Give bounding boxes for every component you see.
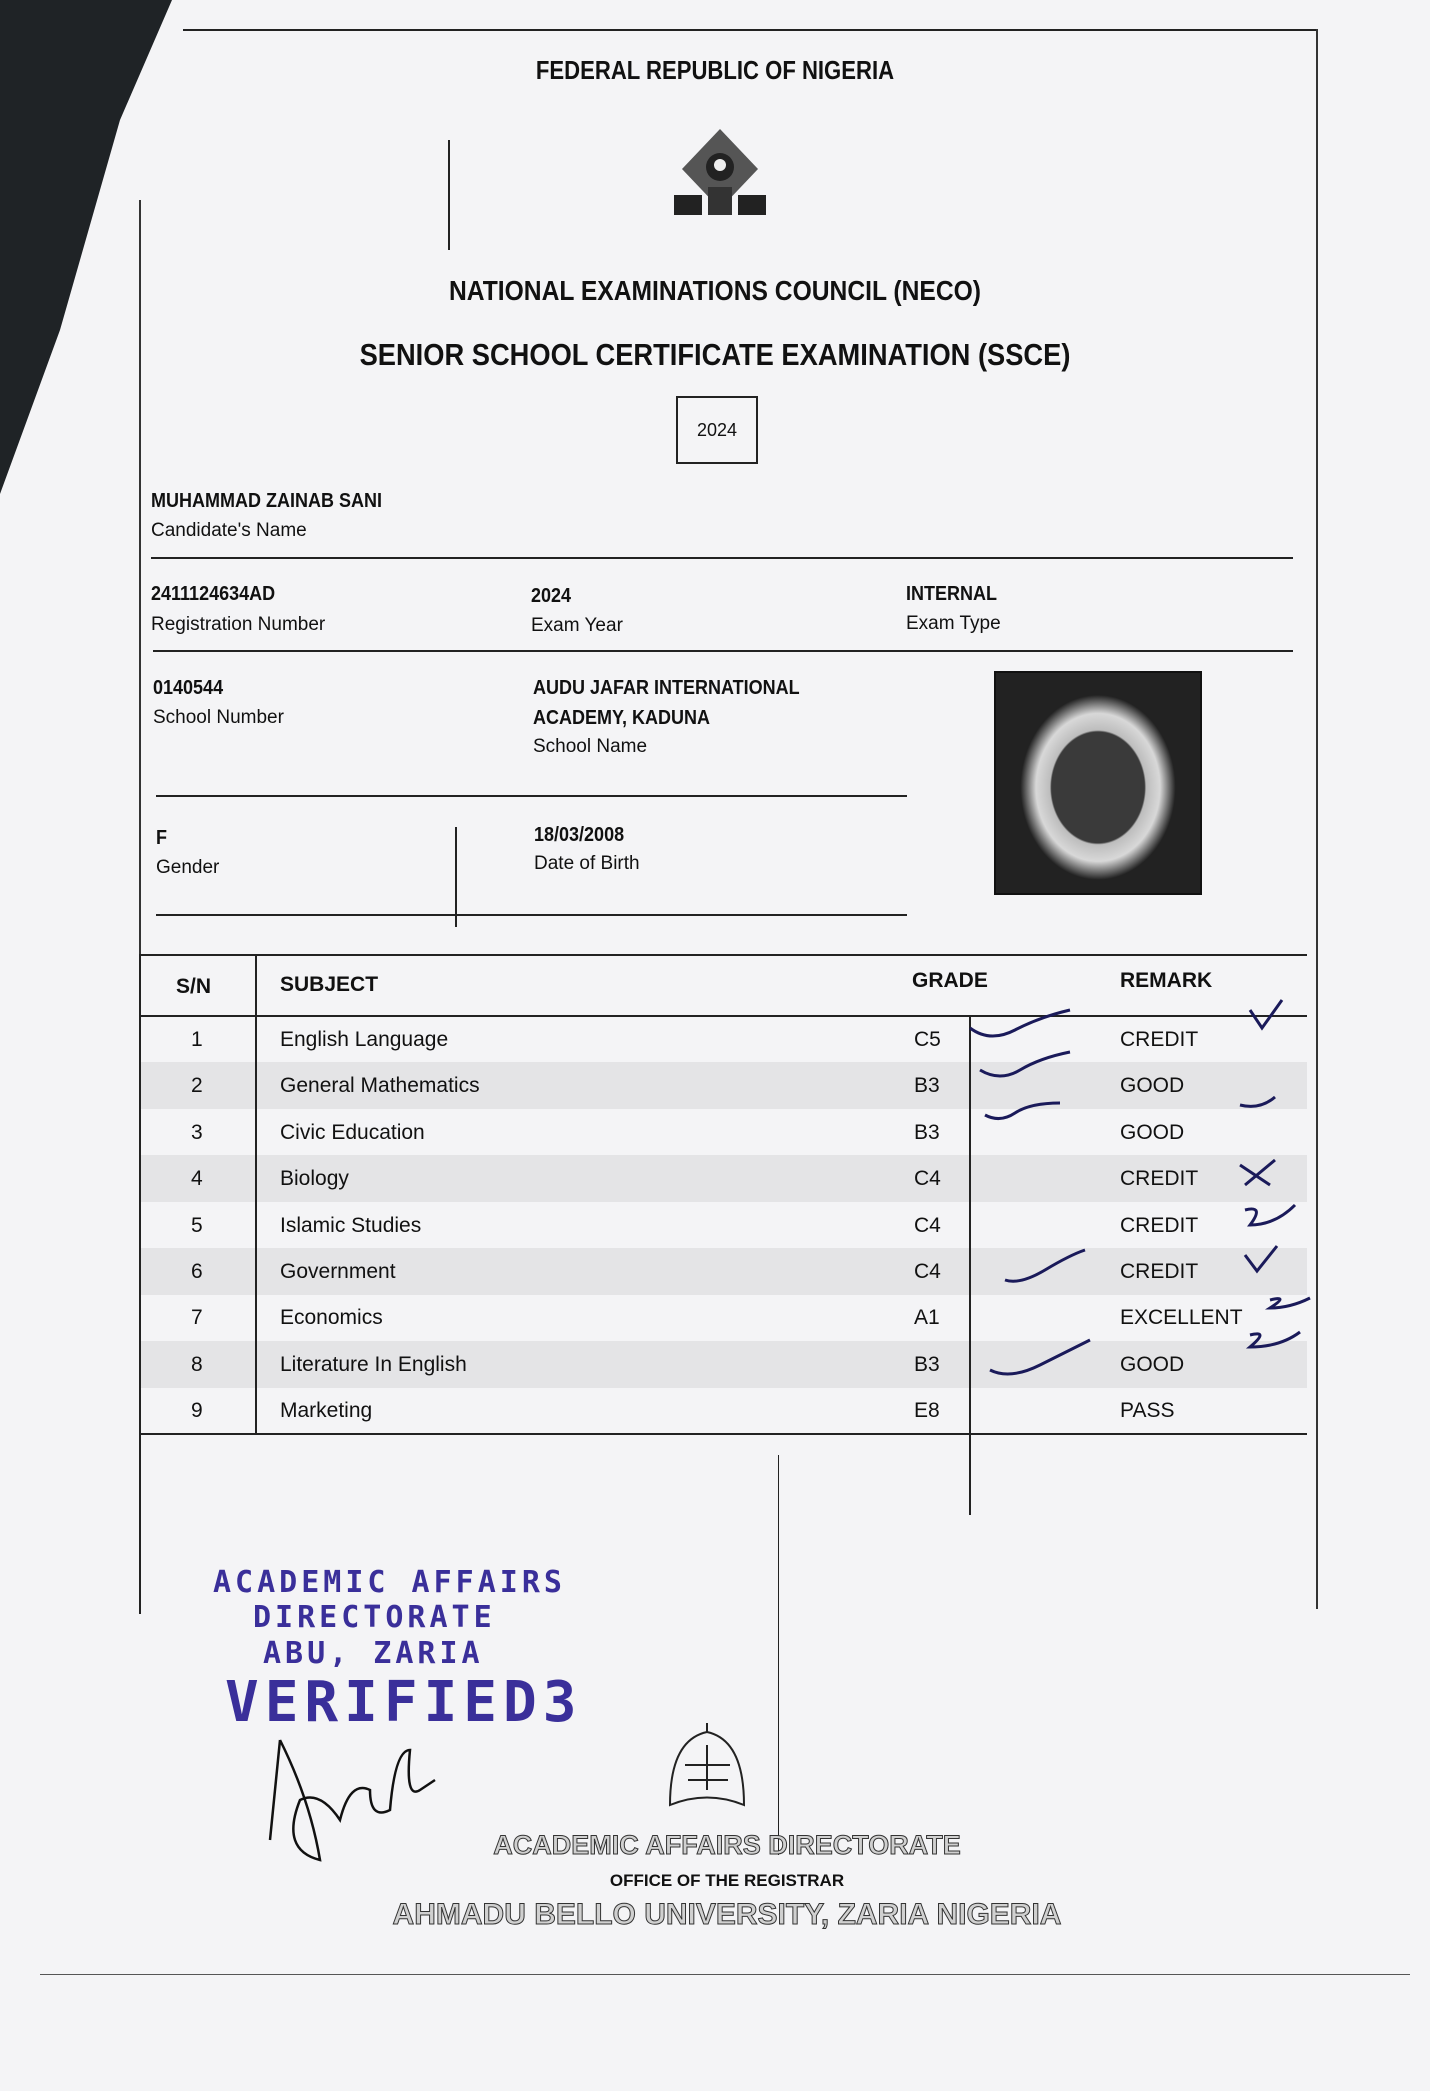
divider (778, 1455, 779, 1855)
subject-cell: Civic Education (280, 1120, 425, 1144)
sn-cell: 6 (191, 1260, 203, 1283)
sn-cell: 7 (191, 1306, 203, 1330)
school-number-label: School Number (153, 707, 284, 728)
exam-year-label: Exam Year (531, 615, 623, 636)
grade-cell: B3 (914, 1352, 940, 1376)
subject-cell: General Mathematics (280, 1074, 480, 1098)
gender-label: Gender (156, 857, 220, 878)
subject-cell: English Language (280, 1028, 449, 1051)
divider (448, 140, 450, 250)
sn-cell: 1 (191, 1028, 203, 1051)
grade-cell: C5 (914, 1028, 941, 1051)
subject-cell: Marketing (280, 1399, 373, 1423)
remark-cell: CREDIT (1120, 1260, 1199, 1283)
sn-cell: 9 (191, 1399, 203, 1423)
table-border (139, 954, 1307, 956)
table-row (141, 1387, 1307, 1434)
table-border (139, 954, 141, 1614)
divider (156, 914, 907, 916)
grade-cell: B3 (914, 1074, 940, 1098)
school-name-line1: AUDU JAFAR INTERNATIONAL (533, 677, 800, 699)
sn-cell: 5 (191, 1213, 203, 1237)
footer-office: OFFICE OF THE REGISTRAR (609, 1871, 845, 1890)
remark-cell: GOOD (1120, 1120, 1185, 1144)
remark-cell: CREDIT (1120, 1213, 1199, 1237)
subject-cell: Economics (280, 1306, 383, 1330)
sn-cell: 4 (191, 1167, 203, 1191)
remark-cell: GOOD (1120, 1352, 1185, 1376)
header-subject: SUBJECT (280, 973, 379, 996)
abu-logo-icon (660, 1720, 755, 1815)
subject-cell: Islamic Studies (280, 1213, 422, 1237)
tick-marks-icon (960, 990, 1340, 1390)
gender: F (156, 827, 167, 849)
stamp-line2: DIRECTORATE (253, 1600, 496, 1635)
frame-line (183, 29, 1318, 31)
divider (151, 557, 1293, 559)
school-number: 0140544 (153, 677, 224, 699)
subject-cell: Government (280, 1260, 396, 1283)
council-title: NATIONAL EXAMINATIONS COUNCIL (NECO) (448, 275, 982, 306)
exam-year: 2024 (531, 585, 572, 607)
grade-cell: A1 (914, 1306, 940, 1330)
country-title: FEDERAL REPUBLIC OF NIGERIA (535, 55, 895, 85)
table-border (255, 954, 257, 1434)
candidate-photo (994, 671, 1202, 895)
divider (455, 827, 457, 927)
grade-cell: C4 (914, 1167, 941, 1191)
remark-cell: GOOD (1120, 1074, 1185, 1098)
subject-cell: Biology (280, 1167, 349, 1191)
sn-cell: 8 (191, 1352, 203, 1376)
exam-type: INTERNAL (906, 583, 997, 605)
stamp-line1: ACADEMIC AFFAIRS (213, 1565, 566, 1600)
school-name-line2: ACADEMY, KADUNA (533, 707, 711, 729)
table-border (139, 1433, 1307, 1435)
remark-cell: PASS (1120, 1399, 1175, 1423)
grade-cell: E8 (914, 1399, 940, 1423)
subject-cell: Literature In English (280, 1352, 467, 1376)
candidate-name-label: Candidate's Name (151, 520, 307, 541)
header-sn: S/N (176, 975, 212, 998)
stamp-line3: ABU, ZARIA (263, 1636, 484, 1671)
exam-type-label: Exam Type (906, 613, 1001, 634)
school-name-label: School Name (533, 736, 648, 757)
date-of-birth: 18/03/2008 (534, 824, 625, 846)
sn-cell: 2 (191, 1074, 203, 1098)
footer-directorate: ACADEMIC AFFAIRS DIRECTORATE (493, 1830, 961, 1860)
remark-cell: EXCELLENT (1120, 1306, 1243, 1330)
footer-university: AHMADU BELLO UNIVERSITY, ZARIA NIGERIA (392, 1898, 1062, 1931)
stamp-verified: VERIFIED3 (225, 1670, 583, 1735)
header-remark: REMARK (1120, 969, 1213, 992)
coat-of-arms-icon (672, 127, 768, 221)
divider (156, 795, 907, 797)
divider (153, 650, 1293, 652)
sn-cell: 3 (191, 1120, 203, 1144)
header-grade: GRADE (912, 969, 988, 992)
page-edge (40, 1974, 1410, 1975)
grade-cell: C4 (914, 1260, 941, 1283)
candidate-name: MUHAMMAD ZAINAB SANI (151, 490, 382, 512)
remark-cell: CREDIT (1120, 1167, 1199, 1191)
date-of-birth-label: Date of Birth (534, 853, 640, 874)
grade-cell: C4 (914, 1213, 941, 1237)
registration-number-label: Registration Number (151, 614, 326, 635)
year-box: 2024 (676, 396, 758, 464)
exam-title: SENIOR SCHOOL CERTIFICATE EXAMINATION (SSCE) (359, 337, 1071, 372)
remark-cell: CREDIT (1120, 1028, 1199, 1051)
registration-number: 2411124634AD (151, 583, 276, 605)
grade-cell: B3 (914, 1120, 940, 1144)
